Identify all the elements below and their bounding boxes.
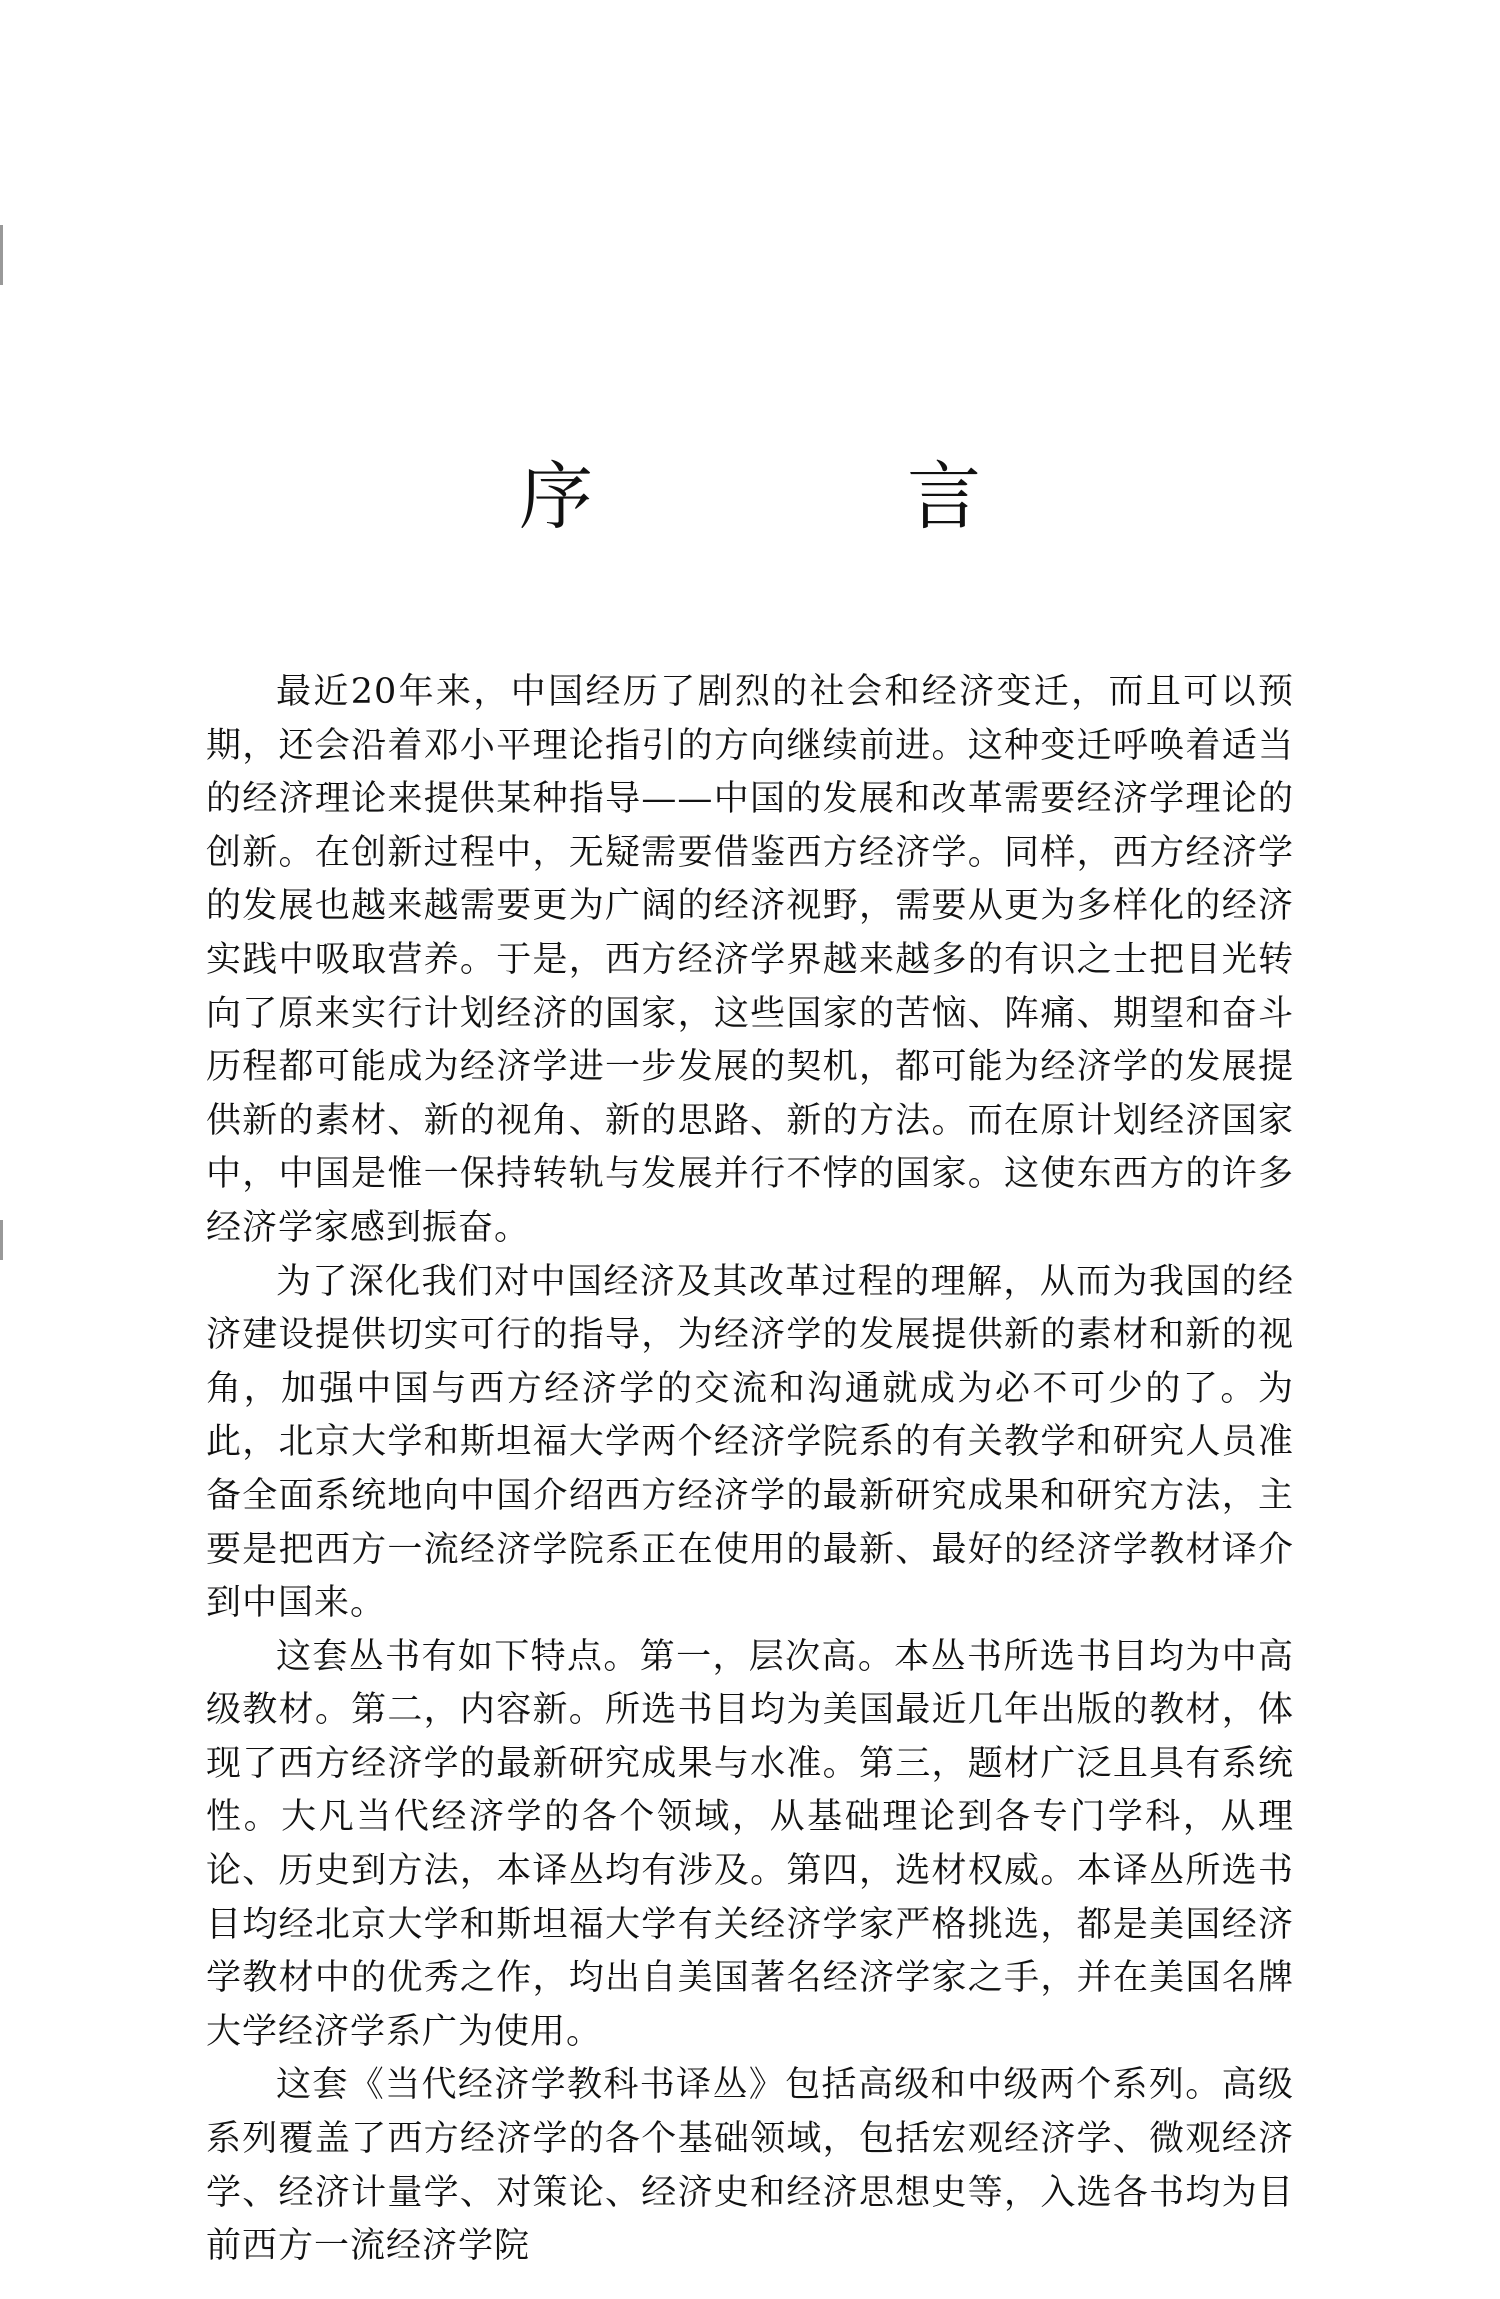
scan-edge-mark [0, 225, 3, 285]
body-text [206, 666, 1294, 2274]
paragraph: 这套《当代经济学教科书译丛》包括高级和中级两个系列。高级系列覆盖了西方经济学的各个基础领域，包括宏观经济学、微观经济学、经济计量学、对策论、经济史和经济思想史等，入选各书均为目前西方一流经济学院 [206, 2065, 1294, 2267]
paragraph: 最近20年来，中国经历了剧烈的社会和经济变迁，而且可以预期，还会沿着邓小平理论指引的方向继续前进。这种变迁呼唤着适当的经济理论来提供某种指导——中国的发展和改革需要经济学理论的创新。在创新过程中，无疑需要借鉴西方经济学。同样，西方经济学的发展也越来越需要更为广阔的经济视野，需要从更为多样化的经济实践中吸取营养。于是，西方经济学界越来越多的有识之士把目光转向了原来实行计划经济的国家，这些国家的苦恼、阵痛、期望和奋斗历程都可能成为经济学进一步发展的契机，都可能为经济学的发展提供新的素材、新的视角、新的思路、新的方法。而在原计划经济国家中，中国是惟一保持转轨与发展并行不悖的国家。这使东西方的许多经济学家感到振奋。 [206, 672, 1294, 1248]
scan-edge-mark [0, 1220, 3, 1260]
page-title: 序 言 [519, 454, 1101, 540]
paragraph: 为了深化我们对中国经济及其改革过程的理解，从而为我国的经济建设提供切实可行的指导，为经济学的发展提供新的素材和新的视角，加强中国与西方经济学的交流和沟通就成为必不可少的了。为此，北京大学和斯坦福大学两个经济学院系的有关教学和研究人员准备全面系统地向中国介绍西方经济学的最新研究成果和研究方法，主要是把西方一流经济学院系正在使用的最新、最好的经济学教材译介到中国来。 [206, 1261, 1294, 1624]
paragraph: 这套丛书有如下特点。第一，层次高。本丛书所选书目均为中高级教材。第二，内容新。所选书目均为美国最近几年出版的教材，体现了西方经济学的最新研究成果与水准。第三，题材广泛且具有系统性。大凡当代经济学的各个领域，从基础理论到各专门学科，从理论、历史到方法，本译丛均有涉及。第四，选材权威。本译丛所选书目均经北京大学和斯坦福大学有关经济学家严格挑选，都是美国经济学教材中的优秀之作，均出自美国著名经济学家之手，并在美国名牌大学经济学系广为使用。 [206, 1636, 1294, 2052]
